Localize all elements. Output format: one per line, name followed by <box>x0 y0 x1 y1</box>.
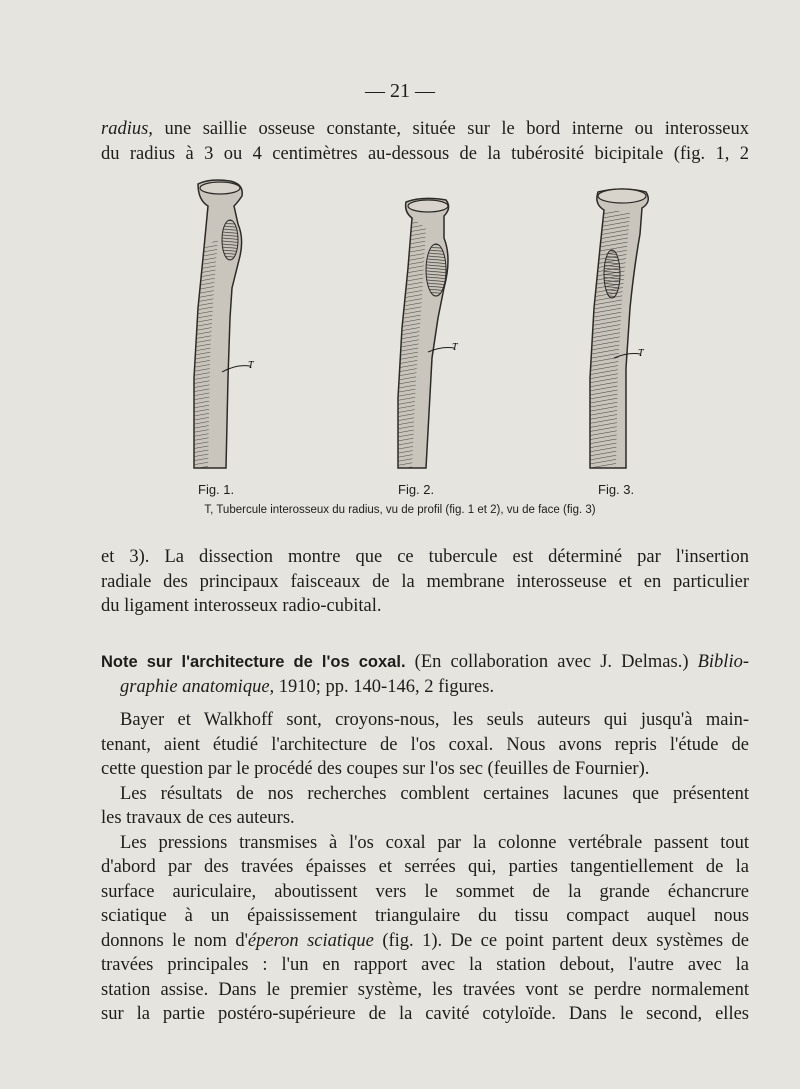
text-run: une saillie osseuse constante, située sur le bord interne ou interosseux <box>152 119 749 139</box>
page-number: — 21 — <box>365 80 435 102</box>
intro-paragraph <box>101 117 749 166</box>
text-line: cette question par le procédé des coupes sur l'os sec (feuilles de Fournier). <box>101 759 650 779</box>
text-line: sur la partie postéro-supérieure de la cavité cotyloïde. Dans le second, elles <box>101 1004 749 1024</box>
text-line <box>101 929 749 954</box>
text-line <box>101 675 749 700</box>
italic-term: éperon sciatique <box>247 930 374 951</box>
text-line: d'abord par des travées épaisses et serrées qui, parties tangentiellement de la <box>101 857 749 877</box>
figure-2-label: Fig. 2. <box>398 482 435 497</box>
note-journal: Biblio- <box>697 652 749 672</box>
text-line: Les pressions transmises à l'os coxal par la colonne vertébrale passent tout <box>120 832 749 853</box>
paragraph <box>101 782 749 831</box>
italic-term: radius, <box>101 119 153 139</box>
figure-3-bone <box>590 189 648 468</box>
text-line: travées principales : l'un en rapport avec la station debout, l'autre avec la <box>101 955 749 975</box>
figure-3-label: Fig. 3. <box>598 482 635 497</box>
figure-1-marker: T <box>248 360 254 371</box>
note-journal-cont: graphie anatomique, <box>120 676 275 697</box>
text-line: les travaux de ces auteurs. <box>101 808 295 828</box>
radius-bone-illustrations <box>160 178 660 478</box>
paragraph <box>101 831 749 1027</box>
note-details: 1910; pp. 140-146, 2 figures. <box>274 676 495 697</box>
continuation-paragraph <box>101 545 749 619</box>
note-title: Note sur l'architecture de l'os coxal. <box>101 653 406 671</box>
paragraph <box>101 708 749 782</box>
text-line: station assise. Dans le premier système, les travées vont se perdre normalement <box>101 979 749 1000</box>
text-line: du radius à 3 ou 4 centimètres au-dessous de la tubérosité bicipitale (fig. 1, 2 <box>101 143 749 164</box>
text-run: donnons le nom d' <box>101 930 248 951</box>
text-line: radiale des principaux faisceaux de la membrane interosseuse et en particulier <box>101 571 749 592</box>
figure-2-bone <box>398 198 459 468</box>
body-text <box>101 708 749 1027</box>
text-line: du ligament interosseux radio-cubital. <box>101 596 382 616</box>
text-run: (fig. 1). De ce point partent deux systèmes de <box>373 930 750 951</box>
figure-1-label: Fig. 1. <box>198 482 235 497</box>
text-line: Bayer et Walkhoff sont, croyons-nous, les seuls auteurs qui jusqu'à main- <box>120 710 749 730</box>
figure-caption: T, Tubercule interosseux du radius, vu de profil (fig. 1 et 2), vu de face (fig. 3) <box>204 504 596 516</box>
publication-note <box>101 650 749 699</box>
figure-1-bone <box>194 180 255 468</box>
text-line: surface auriculaire, aboutissent vers le sommet de la grande échancrure <box>101 881 749 902</box>
figure-2-marker: T <box>452 342 458 353</box>
text-line <box>101 650 749 675</box>
text-line: et 3). La dissection montre que ce tubercule est déterminé par l'insertion <box>101 547 749 567</box>
text-line: Les résultats de nos recherches comblent certaines lacunes que présentent <box>120 783 749 804</box>
note-collab: (En collaboration avec J. Delmas.) <box>405 652 698 672</box>
text-line: sciatique à un épaississement triangulaire du tissu compact auquel nous <box>101 906 749 926</box>
text-line: tenant, aient étudié l'architecture de l'os coxal. Nous avons repris l'étude de <box>101 734 749 755</box>
figure-3-marker: T <box>638 348 644 359</box>
text-line <box>101 117 749 142</box>
radius-figures <box>160 178 660 478</box>
